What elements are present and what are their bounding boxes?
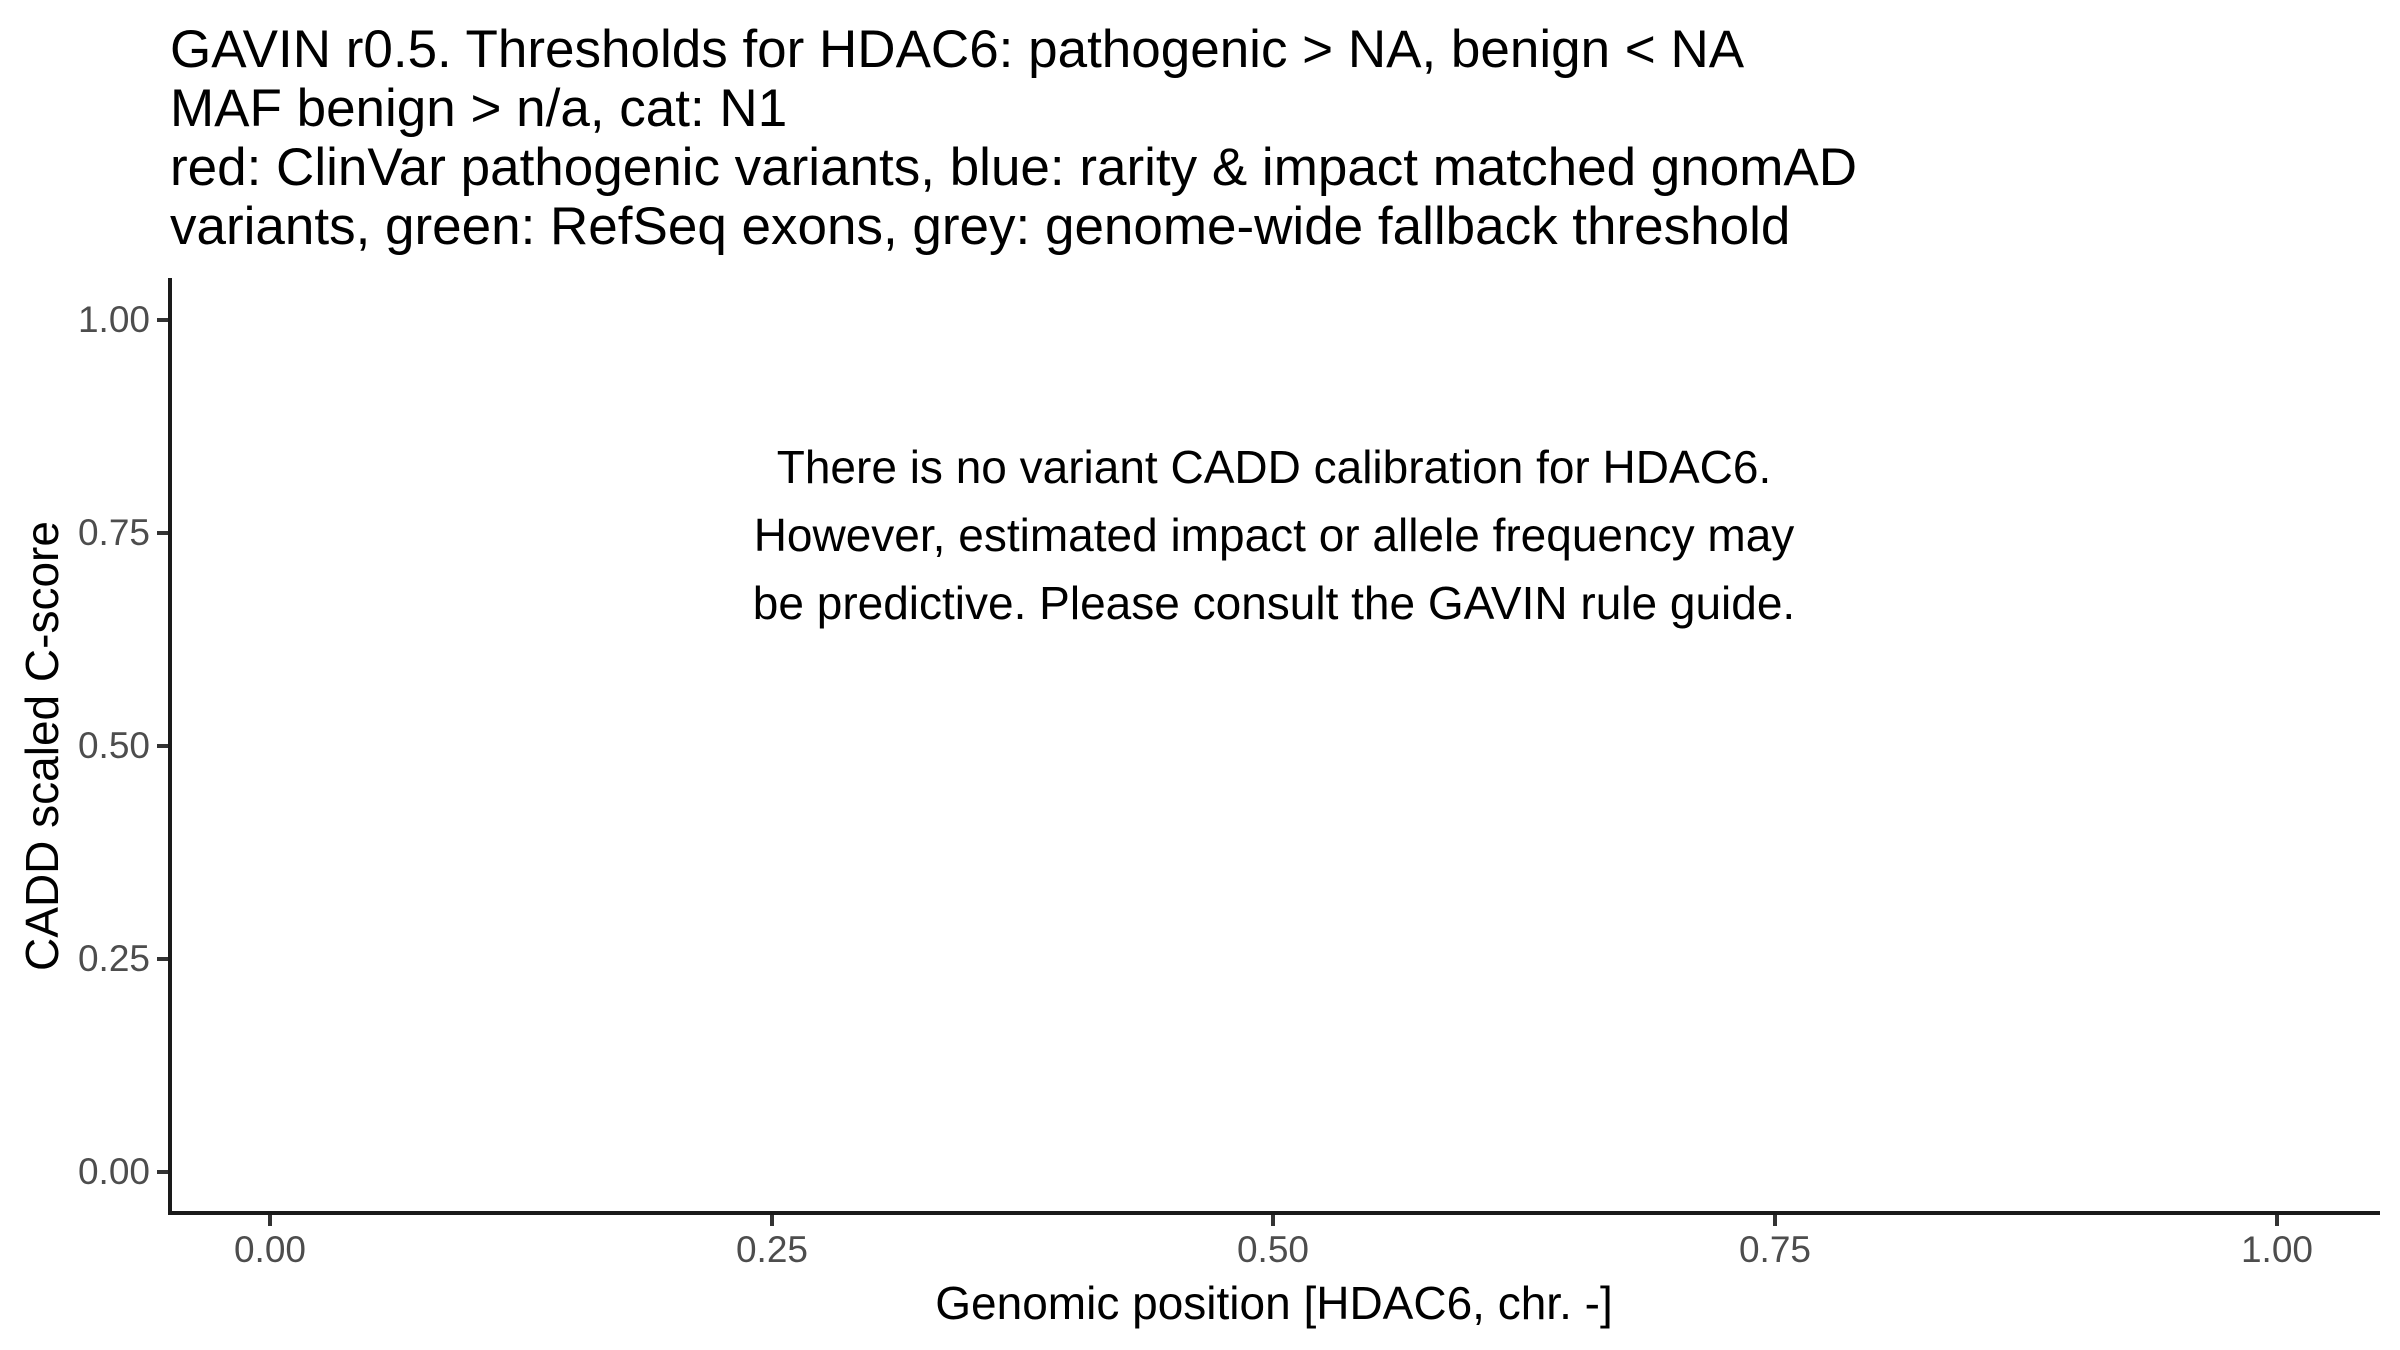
x-tick-mark xyxy=(770,1215,774,1226)
y-tick-label: 1.00 xyxy=(77,299,150,340)
x-tick-label: 0.25 xyxy=(735,1229,808,1270)
y-tick-mark xyxy=(157,318,168,322)
plot-title-line-3: red: ClinVar pathogenic variants, blue: rarity & impact matched gnomAD xyxy=(170,138,1857,197)
x-tick-mark xyxy=(268,1215,272,1226)
y-tick-label: 0.25 xyxy=(77,938,150,979)
annotation-line-3: be predictive. Please consult the GAVIN rule guide. xyxy=(752,577,1796,629)
x-tick-label: 0.75 xyxy=(1738,1229,1811,1270)
y-tick-label: 0.50 xyxy=(77,725,150,766)
annotation-line-2: However, estimated impact or allele frequency may xyxy=(753,509,1795,561)
plot-title-line-4: variants, green: RefSeq exons, grey: genome-wide fallback threshold xyxy=(170,197,1791,256)
plot-title-line-2: MAF benign > n/a, cat: N1 xyxy=(170,79,788,138)
annotation-line-1: There is no variant CADD calibration for HDAC6. xyxy=(776,441,1772,493)
no-calibration-annotation xyxy=(474,433,2074,637)
y-tick-mark xyxy=(157,531,168,535)
y-tick-mark xyxy=(157,957,168,961)
x-tick-mark xyxy=(1773,1215,1777,1226)
x-tick-mark xyxy=(2275,1215,2279,1226)
x-tick-label: 1.00 xyxy=(2240,1229,2313,1270)
y-tick-mark xyxy=(157,1170,168,1174)
y-tick-label: 0.00 xyxy=(77,1151,150,1192)
plot-title-line-1: GAVIN r0.5. Thresholds for HDAC6: pathogenic > NA, benign < NA xyxy=(170,20,1745,79)
y-axis-line xyxy=(168,278,172,1215)
x-tick-mark xyxy=(1271,1215,1275,1226)
y-tick-label: 0.75 xyxy=(77,512,150,553)
plot-title xyxy=(170,20,1857,256)
x-tick-label: 0.50 xyxy=(1236,1229,1309,1270)
x-tick-label: 0.00 xyxy=(233,1229,306,1270)
y-tick-mark xyxy=(157,744,168,748)
x-axis-title: Genomic position [HDAC6, chr. -] xyxy=(935,1277,1613,1329)
y-axis-title: CADD scaled C-score xyxy=(16,521,68,971)
